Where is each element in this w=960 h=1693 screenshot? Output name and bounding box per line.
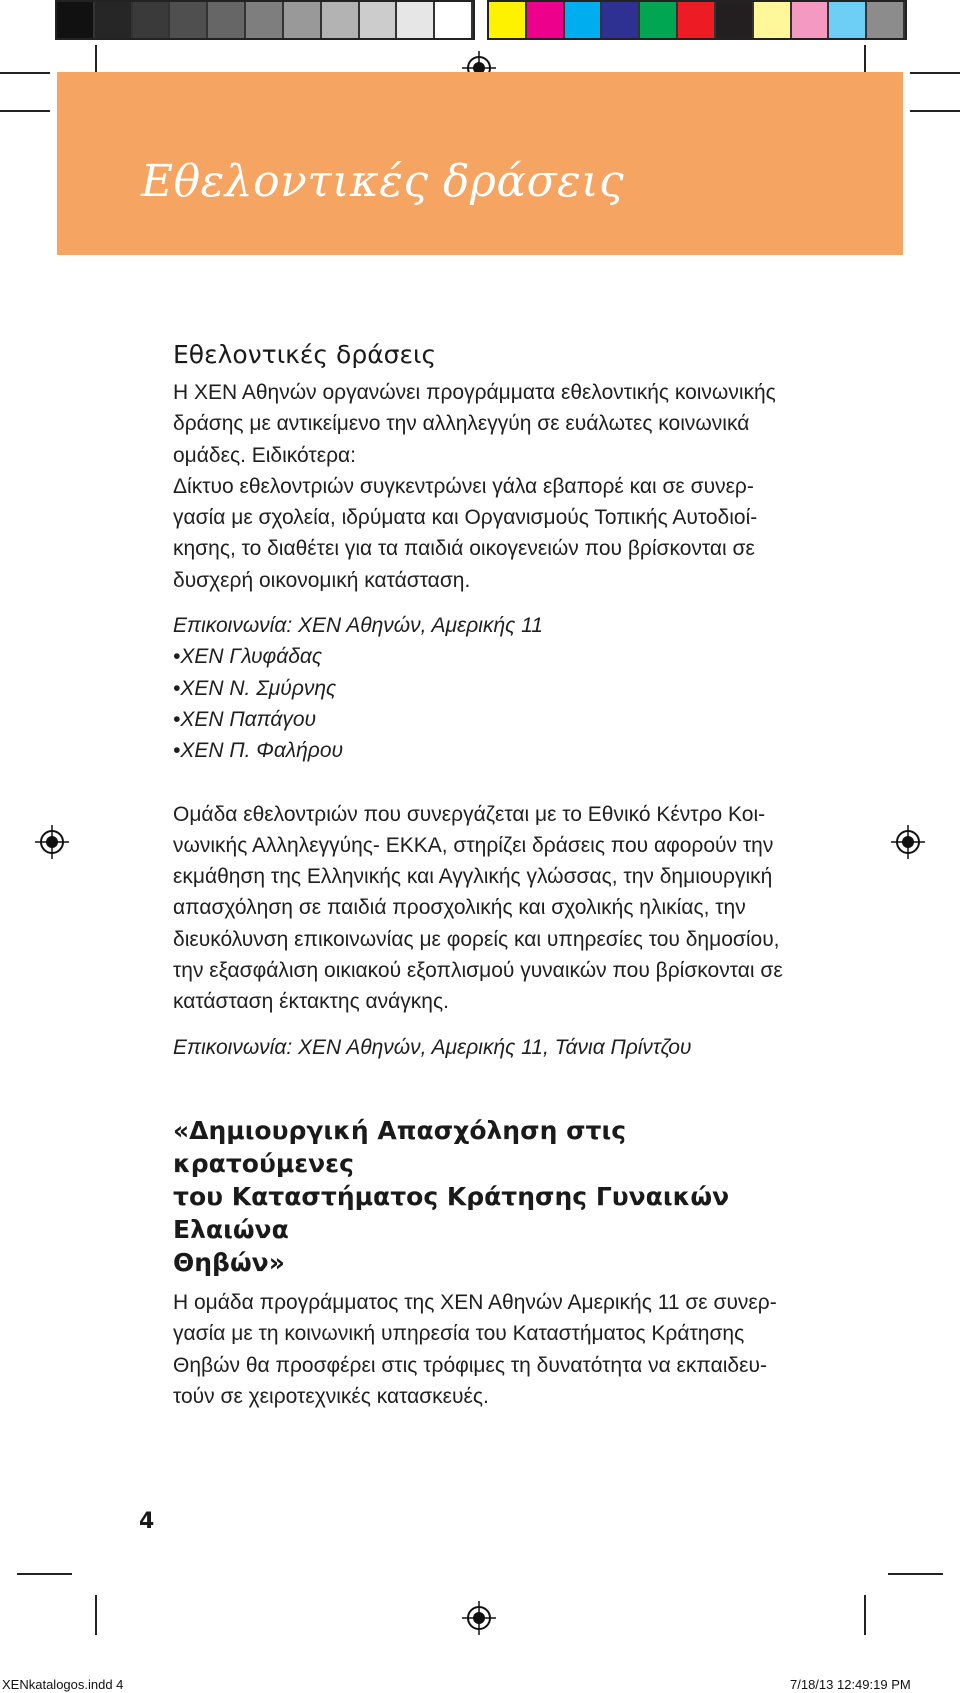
crop-mark — [888, 1573, 943, 1575]
text-line: κησης, το διαθέτει για τα παιδιά οικογενειών που βρίσκονται σε — [173, 537, 755, 561]
header-banner — [57, 72, 903, 255]
gray-swatch — [133, 2, 171, 38]
text-line: την εξασφάλιση οικιακού εξοπλισμού γυναικών που βρίσκονται σε — [173, 959, 783, 983]
gray-swatch — [57, 2, 95, 38]
registration-mark-bottom — [462, 1601, 496, 1635]
list-item: • ΧΕΝ Γλυφάδας — [173, 641, 793, 672]
paragraph-intro — [173, 377, 793, 596]
page-title: Εθελοντικές δράσεις — [141, 156, 625, 207]
section-heading-line: Θηβών» — [173, 1248, 285, 1277]
text-line: δυσχερή οικονομική κατάσταση. — [173, 568, 471, 592]
color-swatch — [754, 2, 792, 38]
section-heading-line: «Δημιουργική Απασχόληση στις κρατούμενες — [173, 1116, 627, 1178]
text-line: γασία με σχολεία, ιδρύματα και Οργανισμούς Τοπικής Αυτοδιοί- — [173, 506, 758, 530]
registration-mark-right — [891, 825, 925, 859]
section-heading: Εθελοντικές δράσεις — [173, 340, 437, 369]
page-number: 4 — [139, 1509, 155, 1534]
contact-line: Επικοινωνία: ΧΕΝ Αθηνών, Αμερικής 11 — [173, 614, 543, 638]
gray-swatch — [284, 2, 322, 38]
text-line: δράσης με αντικείμενο την αλληλεγγύη σε ευάλωτες κοινωνικά — [173, 412, 750, 436]
text-line: Δίκτυο εθελοντριών συγκεντρώνει γάλα εβαπορέ και σε συνερ- — [173, 474, 754, 498]
text-line: διευκόλυνση επικοινωνίας με φορείς και υπηρεσίες του δημοσίου, — [173, 927, 780, 951]
list-item: • ΧΕΝ Παπάγου — [173, 704, 793, 735]
text-line: Η ομάδα προγράμματος της ΧΕΝ Αθηνών Αμερικής 11 σε συνερ- — [173, 1291, 777, 1314]
color-swatch — [678, 2, 716, 38]
color-swatch — [527, 2, 565, 38]
color-swatch — [565, 2, 603, 38]
gray-swatch — [322, 2, 360, 38]
text-line: κατάσταση έκτακτης ανάγκης. — [173, 990, 449, 1014]
gray-swatch — [208, 2, 246, 38]
crop-mark — [0, 72, 50, 74]
list-item: • ΧΕΝ Ν. Σμύρνης — [173, 673, 793, 704]
list-item: • ΧΕΝ Π. Φαλήρου — [173, 735, 793, 766]
text-line: Η ΧΕΝ Αθηνών οργανώνει προγράμματα εθελοντικής κοινωνικής — [173, 381, 776, 404]
color-swatch — [489, 2, 527, 38]
paragraph-program — [173, 1287, 793, 1412]
crop-mark — [910, 72, 960, 74]
paragraph-ekka — [173, 799, 793, 1018]
gray-swatch — [95, 2, 133, 38]
text-line: Ομάδα εθελοντριών που συνεργάζεται με το Εθνικό Κέντρο Κοι- — [173, 802, 766, 826]
gray-swatch — [360, 2, 398, 38]
text-line: απασχόληση σε παιδιά προσχολικής και σχολικής ηλικίας, την — [173, 896, 746, 920]
color-swatch — [792, 2, 830, 38]
gray-swatch — [170, 2, 208, 38]
grayscale-calibration-bar — [55, 0, 475, 40]
section-creative-occupation — [173, 1114, 793, 1412]
section-heading-line: του Καταστήματος Κράτησης Γυναικών Ελαιώνα — [173, 1182, 730, 1244]
text-line: εκμάθηση της Ελληνικής και Αγγλικής γλώσσας, την δημιουργική — [173, 865, 773, 889]
color-calibration-bar — [487, 0, 907, 40]
registration-mark-left — [35, 825, 69, 859]
color-swatch — [640, 2, 678, 38]
text-line: Θηβών θα προσφέρει στις τρόφιμες τη δυνατότητα να εκπαιδευ- — [173, 1353, 767, 1377]
contact-line: Επικοινωνία: ΧΕΝ Αθηνών, Αμερικής 11, Τάνια Πρίντζου — [173, 1035, 692, 1059]
slug-timestamp: 7/18/13 12:49:19 PM — [790, 1677, 911, 1692]
crop-mark — [17, 1573, 72, 1575]
color-swatch — [829, 2, 867, 38]
text-line: ομάδες. Ειδικότερα: — [173, 443, 356, 467]
color-swatch — [716, 2, 754, 38]
text-line: γασία με τη κοινωνική υπηρεσία του Καταστήματος Κράτησης — [173, 1322, 745, 1346]
crop-mark — [0, 110, 50, 112]
crop-mark — [95, 1595, 97, 1635]
slug-filename: XENkatalogos.indd 4 — [2, 1677, 124, 1692]
color-swatch — [867, 2, 905, 38]
text-line: νωνικής Αλληλεγγύης- ΕΚΚΑ, στηρίζει δράσεις που αφορούν την — [173, 833, 774, 857]
crop-mark — [864, 1595, 866, 1635]
crop-mark — [910, 110, 960, 112]
gray-swatch — [435, 2, 473, 38]
color-swatch — [602, 2, 640, 38]
section-volunteer-actions — [173, 340, 793, 1063]
text-line: τούν σε χειροτεχνικές κατασκευές. — [173, 1384, 489, 1408]
gray-swatch — [246, 2, 284, 38]
gray-swatch — [397, 2, 435, 38]
